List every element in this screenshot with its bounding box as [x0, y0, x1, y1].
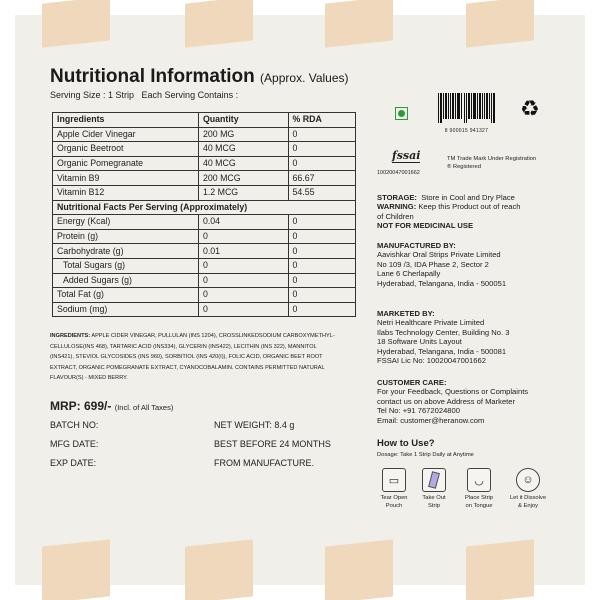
decor-tab: [42, 539, 110, 600]
ingredients-text: [50, 331, 335, 384]
row-qty: 0: [198, 258, 288, 273]
net-weight: NET WEIGHT: 8.4 g: [214, 420, 295, 430]
row-name: Organic Pomegranate: [53, 156, 199, 171]
marketer-heading: MARKETED BY:: [377, 309, 435, 318]
row-name: Total Fat (g): [53, 288, 199, 303]
table-row: [53, 258, 356, 273]
trademark-line: ® Registered: [447, 164, 481, 170]
table-row: [53, 288, 356, 303]
fssai-number: 10020047001662: [377, 170, 420, 176]
row-qty: 200 MCG: [198, 171, 288, 186]
table-row: [53, 156, 356, 171]
row-name: Energy (Kcal): [53, 215, 199, 230]
pouch-icon: ▭: [382, 468, 406, 492]
care-line: For your Feedback, Questions or Complaints: [377, 387, 529, 397]
from-manufacture: FROM MANUFACTURE.: [214, 458, 314, 468]
face-icon: ☺: [516, 468, 540, 492]
step-dissolve: [507, 468, 549, 510]
decor-tab: [325, 539, 393, 600]
customer-care-block: [377, 378, 582, 425]
nutrition-table: [52, 112, 356, 317]
decor-tab: [325, 0, 393, 48]
step-take-out: [413, 468, 455, 510]
address-line: Hyderabad, Telangana, India - 500051: [377, 278, 507, 288]
strip-icon: [422, 468, 446, 492]
address-line: No 109 /3, IDA Phase 2, Sector 2: [377, 259, 489, 269]
decor-tab: [185, 0, 253, 48]
table-row: [53, 273, 356, 288]
row-name: Vitamin B9: [53, 171, 199, 186]
table-row: [53, 127, 356, 142]
address-line: Netri Healthcare Private Limited: [377, 318, 485, 328]
tongue-icon: ◡: [467, 468, 491, 492]
title-text: Nutritional Information: [50, 66, 255, 87]
decor-tab: [185, 539, 253, 600]
row-qty: 0: [198, 229, 288, 244]
row-rda: 66.67: [288, 171, 355, 186]
step-tear-open: [373, 468, 415, 510]
row-rda: 0: [288, 302, 355, 317]
title-note: (Approx. Values): [260, 71, 349, 85]
column-header: % RDA: [288, 113, 355, 128]
step-label: Strip: [428, 502, 440, 509]
address-line: Aavishkar Oral Strips Private Limited: [377, 250, 501, 260]
step-label: Take Out: [422, 495, 446, 501]
trademark-note: [447, 155, 536, 171]
not-medicinal: NOT FOR MEDICINAL USE: [377, 221, 474, 231]
row-rda: 0: [288, 156, 355, 171]
step-label: Tear Open: [380, 495, 408, 501]
row-rda: 0: [288, 244, 355, 259]
ingredients-label: INGREDIENTS:: [50, 333, 91, 339]
fssai-license: FSSAI Lic No: 10020047001662: [377, 356, 486, 366]
page-title: [50, 66, 349, 88]
barcode-number: 8 900015 941327: [444, 128, 489, 134]
row-qty: 0: [198, 288, 288, 303]
row-rda: 54.55: [288, 185, 355, 200]
row-name: Carbohydrate (g): [53, 244, 199, 259]
exp-label: EXP DATE:: [50, 458, 97, 468]
row-rda: 0: [288, 127, 355, 142]
barcode-icon: [437, 93, 496, 134]
address-line: 18 Software Units Layout: [377, 337, 462, 347]
row-name: Protein (g): [53, 229, 199, 244]
row-rda: 0: [288, 142, 355, 157]
address-line: Hyderabad, Telangana, India - 500081: [377, 346, 507, 356]
address-line: Lane 6 Cherlapally: [377, 269, 441, 279]
dosage-text: Dosage: Take 1 Strip Daily at Anytime: [377, 452, 474, 458]
column-header: Ingredients: [53, 113, 199, 128]
row-rda: 0: [288, 215, 355, 230]
row-qty: 0.04: [198, 215, 288, 230]
how-to-use-heading: How to Use?: [377, 438, 435, 449]
storage-text: Store in Cool and Dry Place: [421, 193, 515, 202]
ingredients-body: APPLE CIDER VINEGAR, PULLULAN (INS 1204), CROSSLINKEDSODIUM CARBOXYMETHYL-CELLULOSE(INS 468), TARTARIC ACID (INS334), GLYCERIN (INS422), LECITHIN (INS 322), MANNITOL (INS421), STEVIOL GLYCOSIDES (INS 960), SORBITIOL (INS 420(I)), FOLIC ACID, ORGANIC BEET ROOT EXTRACT, ORGANIC POMEGRANATE EXTRACT, CYANOCOBALAMIN. CONTAINS PERMITTED NATURAL FLAVOUR(S) - MIXED BERRY.: [50, 333, 335, 381]
table-row: [53, 229, 356, 244]
row-qty: 200 MG: [198, 127, 288, 142]
mrp-value: MRP: 699/-: [50, 399, 112, 413]
row-name: Apple Cider Vinegar: [53, 127, 199, 142]
batch-label: BATCH NO:: [50, 420, 99, 430]
care-phone: Tel No: +91 7672024800: [377, 406, 460, 416]
table-row: [53, 244, 356, 259]
address-line: Ilabs Technology Center, Building No. 3: [377, 327, 510, 337]
row-name: Added Sugars (g): [53, 273, 199, 288]
recycle-icon: ♻: [520, 96, 540, 121]
tax-note: (Incl. of All Taxes): [114, 403, 174, 412]
warning-label: WARNING:: [377, 202, 417, 212]
decor-tab: [466, 0, 534, 48]
decor-tab: [466, 539, 534, 600]
row-qty: 40 MCG: [198, 156, 288, 171]
table-row: [53, 302, 356, 317]
row-name: Total Sugars (g): [53, 258, 199, 273]
trademark-line: TM Trade Mark Under Registration: [447, 156, 537, 162]
row-name: Organic Beetroot: [53, 142, 199, 157]
row-rda: 0: [288, 288, 355, 303]
manufacturer-block: [377, 241, 582, 288]
table-row: [53, 185, 356, 200]
row-rda: 0: [288, 273, 355, 288]
warning-text-cont: of Children: [377, 211, 414, 221]
step-label: on Tongue: [465, 502, 493, 509]
table-row: [53, 171, 356, 186]
row-name: Sodium (mg): [53, 302, 199, 317]
care-email: Email: customer@heranow.com: [377, 415, 485, 425]
fssai-logo: fssai: [392, 149, 421, 162]
row-rda: 0: [288, 258, 355, 273]
step-label: Let it Dissolve: [509, 495, 547, 501]
table-section-row: [53, 200, 356, 215]
row-qty: 0: [198, 273, 288, 288]
care-heading: CUSTOMER CARE:: [377, 378, 447, 387]
mrp-price: [50, 399, 173, 413]
warning-text: Keep this Product out of reach: [418, 202, 521, 212]
best-before: BEST BEFORE 24 MONTHS: [214, 439, 331, 449]
serving-info: Serving Size : 1 Strip Each Serving Contains :: [50, 90, 239, 100]
veg-mark-icon: [395, 107, 408, 120]
step-label: & Enjoy: [518, 502, 538, 509]
mfg-label: MFG DATE:: [50, 439, 99, 449]
row-qty: 0: [198, 302, 288, 317]
table-header-row: [53, 113, 356, 128]
care-line: contact us on above Address of Marketer: [377, 396, 516, 406]
column-header: Quantity: [198, 113, 288, 128]
table-row: [53, 215, 356, 230]
step-place-strip: [458, 468, 500, 510]
marketer-block: [377, 309, 582, 365]
manufacturer-heading: MANUFACTURED BY:: [377, 241, 456, 250]
decor-tab: [42, 0, 110, 48]
row-qty: 1.2 MCG: [198, 185, 288, 200]
row-rda: 0: [288, 229, 355, 244]
table-row: [53, 142, 356, 157]
row-qty: 0.01: [198, 244, 288, 259]
step-label: Place Strip: [464, 495, 494, 501]
row-qty: 40 MCG: [198, 142, 288, 157]
storage-block: [377, 193, 582, 231]
barcode-bars: [437, 93, 496, 123]
storage-label: STORAGE:: [377, 193, 417, 202]
row-name: Vitamin B12: [53, 185, 199, 200]
step-label: Pouch: [385, 502, 403, 509]
section-title: Nutritional Facts Per Serving (Approximately): [53, 200, 356, 215]
